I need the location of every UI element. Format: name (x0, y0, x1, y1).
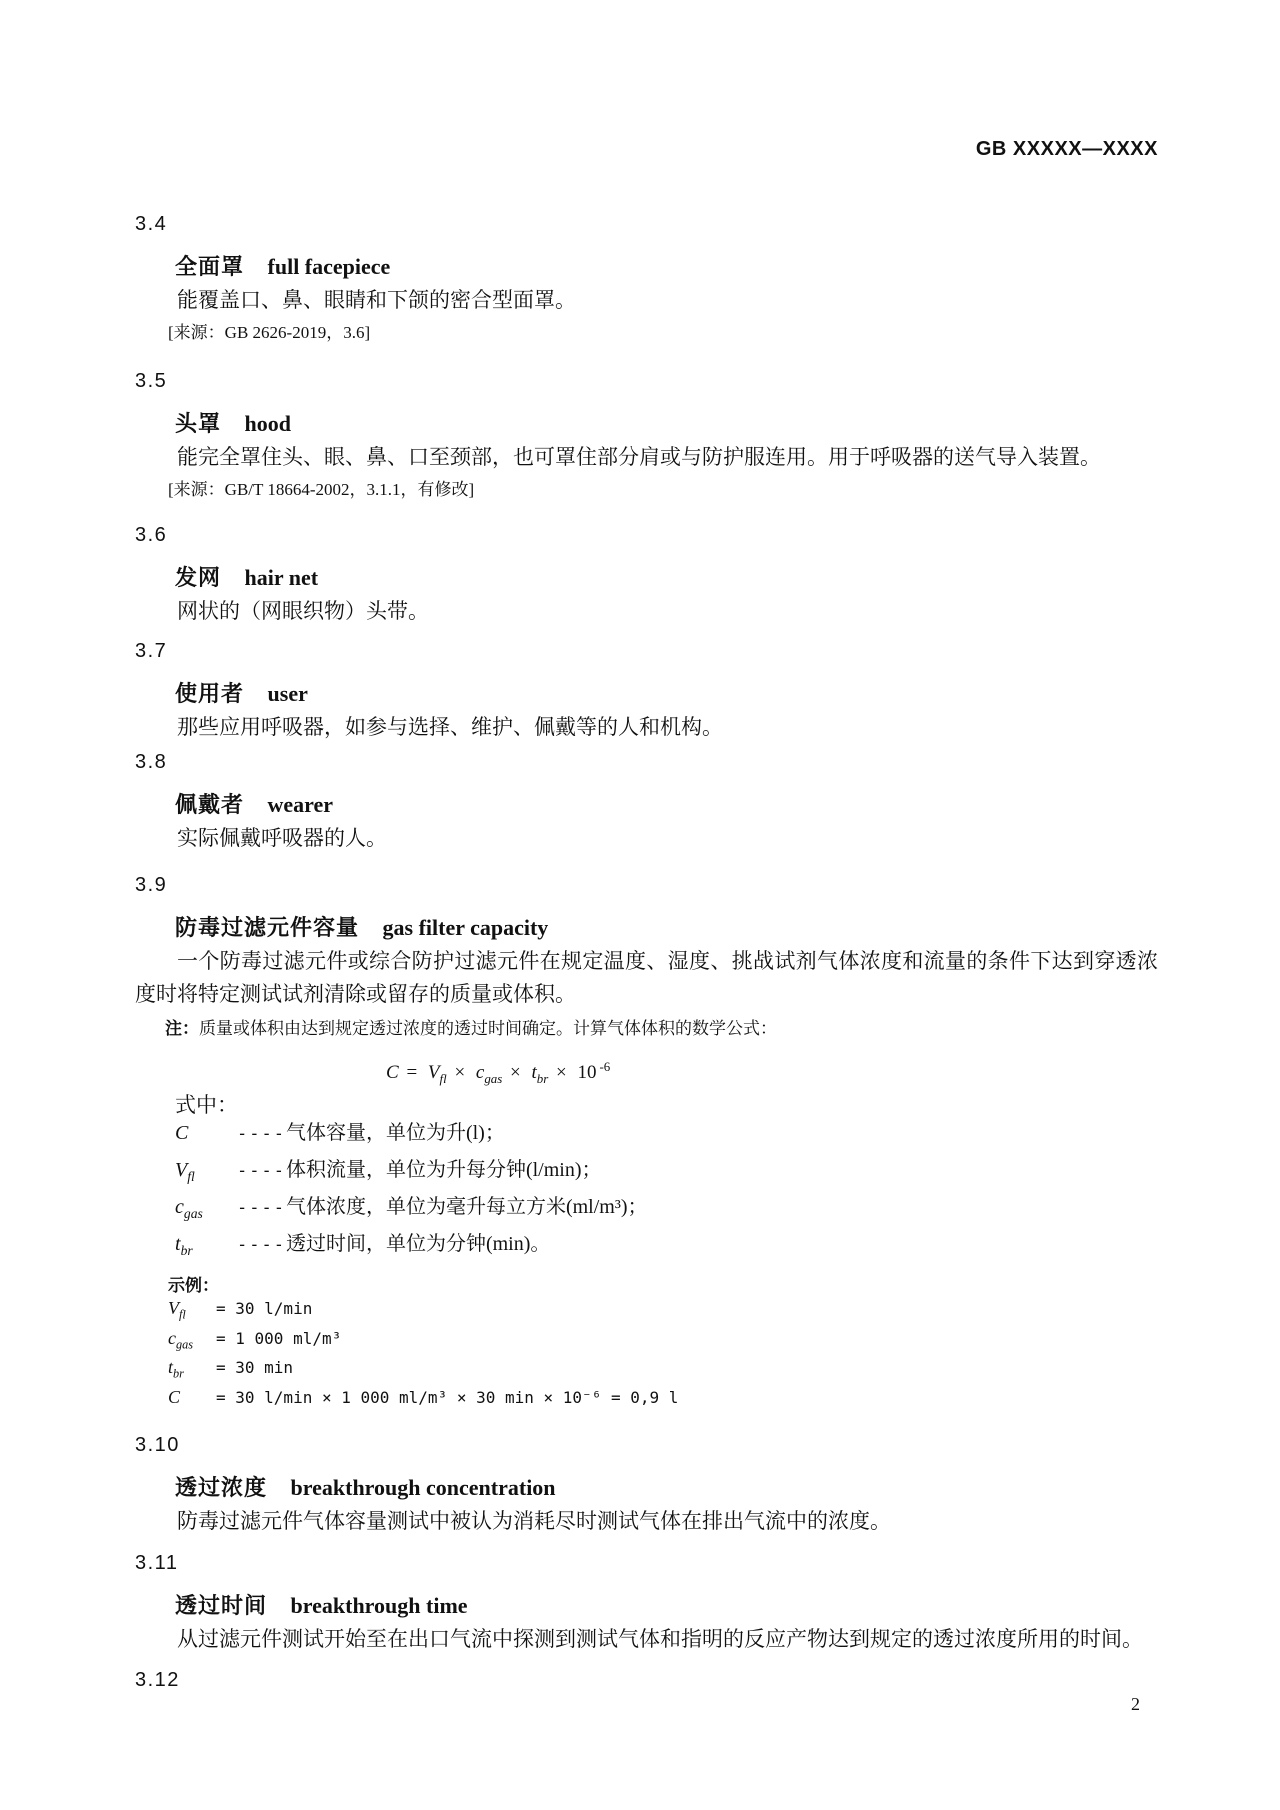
example-value: = 1 000 ml/m³ (216, 1328, 342, 1348)
document-body (135, 211, 1158, 1693)
term-heading (175, 791, 1158, 819)
formula-variable-definition (175, 1118, 1158, 1155)
formula-symbol-t: t (531, 1062, 537, 1084)
term-chinese: 使用者 (175, 681, 245, 706)
section-number: 3.4 (135, 213, 168, 235)
note-label: 注： (165, 1019, 199, 1038)
formula-symbol-C: C (386, 1062, 399, 1084)
section-3-11 (135, 1550, 1158, 1656)
term-english: breakthrough time (290, 1592, 468, 1618)
page-number: 2 (1131, 1694, 1140, 1714)
term-english: full facepiece (267, 254, 391, 279)
section-3-7 (135, 638, 1158, 744)
example-value: = 30 l/min × 1 000 ml/m³ × 30 min × 10⁻⁶ = 0,9 l (216, 1387, 679, 1407)
term-chinese: 全面罩 (175, 254, 245, 279)
variable-dash: ---- (237, 1235, 286, 1256)
variable-symbol (175, 1229, 237, 1266)
variable-letter: C (175, 1122, 189, 1145)
formula-equals: = (406, 1062, 418, 1084)
variable-symbol (175, 1192, 237, 1229)
variable-subscript: gas (176, 1337, 193, 1352)
variable-dash: ---- (237, 1161, 286, 1182)
variable-letter: t (168, 1357, 174, 1378)
variable-letter: C (168, 1386, 181, 1407)
term-heading (175, 680, 1158, 708)
example-line (168, 1327, 1158, 1357)
section-number: 3.11 (135, 1551, 179, 1574)
term-heading (175, 1474, 1158, 1502)
term-chinese: 防毒过滤元件容量 (175, 915, 360, 940)
formula-exponent: -6 (599, 1059, 611, 1074)
formula-subscript-br: br (536, 1071, 549, 1087)
section-3-12 (135, 1667, 1158, 1693)
variable-dash: ---- (237, 1124, 286, 1145)
formula-times-sign: × (454, 1062, 466, 1084)
formula-variable-definition (175, 1229, 1158, 1266)
example-line (168, 1386, 1158, 1416)
definition-text: 网状的（网眼织物）头带。 (177, 599, 429, 623)
source-reference: [来源：GB/T 18664-2002，3.1.1，有修改] (168, 480, 475, 499)
formula-variable-definition (175, 1192, 1158, 1229)
formula-times-sign: × (510, 1062, 521, 1084)
variable-subscript: fl (179, 1307, 186, 1322)
variable-letter: c (175, 1196, 184, 1219)
term-chinese: 发网 (175, 565, 222, 590)
term-heading (175, 1592, 1158, 1620)
variable-description: 气体容量，单位为升(l)； (285, 1122, 505, 1145)
section-3-5 (135, 368, 1158, 502)
term-english: gas filter capacity (382, 915, 549, 940)
note-text: 质量或体积由达到规定透过浓度的透过时间确定。计算气体体积的数学公式： (199, 1019, 777, 1038)
variable-letter: c (168, 1327, 176, 1348)
section-3-4 (135, 211, 1158, 345)
definition-text: 实际佩戴呼吸器的人。 (177, 826, 387, 850)
variable-subscript: br (173, 1366, 184, 1381)
term-english: hood (244, 411, 291, 436)
example-symbol (168, 1327, 216, 1357)
standard-code: GB XXXXX—XXXX (975, 138, 1158, 160)
section-3-8 (135, 749, 1158, 855)
variable-letter: t (175, 1233, 181, 1256)
where-label: 式中： (175, 1093, 238, 1118)
term-heading (175, 410, 1158, 438)
section-number: 3.8 (135, 751, 168, 773)
example-line (168, 1297, 1158, 1327)
formula-symbol-c: c (475, 1062, 485, 1084)
variable-subscript: br (180, 1243, 193, 1259)
example-symbol (168, 1297, 216, 1327)
term-english: breakthrough concentration (290, 1474, 556, 1500)
section-3-9 (135, 872, 1158, 1416)
term-heading (175, 253, 1158, 281)
definition-text: 那些应用呼吸器，如参与选择、维护、佩戴等的人和机构。 (177, 715, 723, 739)
term-chinese: 透过时间 (175, 1592, 268, 1618)
term-english: user (267, 681, 308, 706)
definition-text: 能覆盖口、鼻、眼睛和下颌的密合型面罩。 (177, 288, 576, 312)
section-number: 3.6 (135, 524, 168, 546)
definition-text: 一个防毒过滤元件或综合防护过滤元件在规定温度、湿度、挑战试剂气体浓度和流量的条件下达到穿透浓度时将特定测试试剂清除或留存的质量或体积。 (135, 949, 1158, 1006)
note-line (165, 1016, 1158, 1042)
term-heading (175, 914, 1158, 942)
term-heading (175, 564, 1158, 592)
term-chinese: 透过浓度 (175, 1474, 268, 1500)
term-english: wearer (267, 792, 334, 817)
example-value: = 30 l/min (216, 1299, 313, 1319)
variable-description: 体积流量，单位为升每分钟(l/min)； (285, 1159, 602, 1182)
term-english: hair net (244, 565, 319, 590)
section-number: 3.7 (135, 640, 168, 662)
source-reference: [来源：GB 2626-2019，3.6] (168, 323, 371, 342)
section-number: 3.9 (135, 874, 168, 896)
variable-subscript: fl (187, 1169, 195, 1185)
section-3-6 (135, 522, 1158, 628)
section-number: 3.12 (135, 1668, 180, 1691)
example-label: 示例： (168, 1276, 219, 1296)
term-chinese: 佩戴者 (175, 792, 245, 817)
variable-symbol (175, 1118, 237, 1155)
variable-description: 透过时间，单位为分钟(min)。 (285, 1233, 551, 1256)
definition-text: 防毒过滤元件气体容量测试中被认为消耗尽时测试气体在排出气流中的浓度。 (177, 1508, 891, 1533)
formula-base-10: 10 (577, 1062, 597, 1084)
variable-subscript: gas (183, 1206, 203, 1222)
section-3-10 (135, 1432, 1158, 1538)
formula-symbol-V: V (427, 1062, 440, 1084)
variable-description: 气体浓度，单位为毫升每立方米(ml/m³)； (285, 1196, 648, 1219)
variable-symbol (175, 1155, 237, 1192)
example-value: = 30 min (216, 1358, 294, 1378)
formula-variable-definition (175, 1155, 1158, 1192)
definition-text: 从过滤元件测试开始至在出口气流中探测到测试气体和指明的反应产物达到规定的透过浓度所用的时间。 (177, 1626, 1143, 1651)
page-header (135, 136, 1158, 162)
example-symbol (168, 1386, 216, 1416)
definition-text: 能完全罩住头、眼、鼻、口至颈部，也可罩住部分肩或与防护服连用。用于呼吸器的送气导入装置。 (177, 445, 1101, 469)
formula-subscript-gas: gas (484, 1071, 503, 1087)
gas-volume-formula (383, 1054, 1158, 1092)
example-line (168, 1356, 1158, 1386)
variable-letter: V (168, 1298, 179, 1319)
variable-dash: ---- (237, 1198, 286, 1219)
variable-letter: V (175, 1159, 188, 1182)
section-number: 3.5 (135, 370, 168, 392)
formula-subscript-fl: fl (439, 1071, 447, 1087)
formula-times-sign: × (556, 1062, 567, 1084)
example-symbol (168, 1356, 216, 1386)
section-number: 3.10 (135, 1433, 180, 1456)
term-chinese: 头罩 (175, 411, 222, 436)
